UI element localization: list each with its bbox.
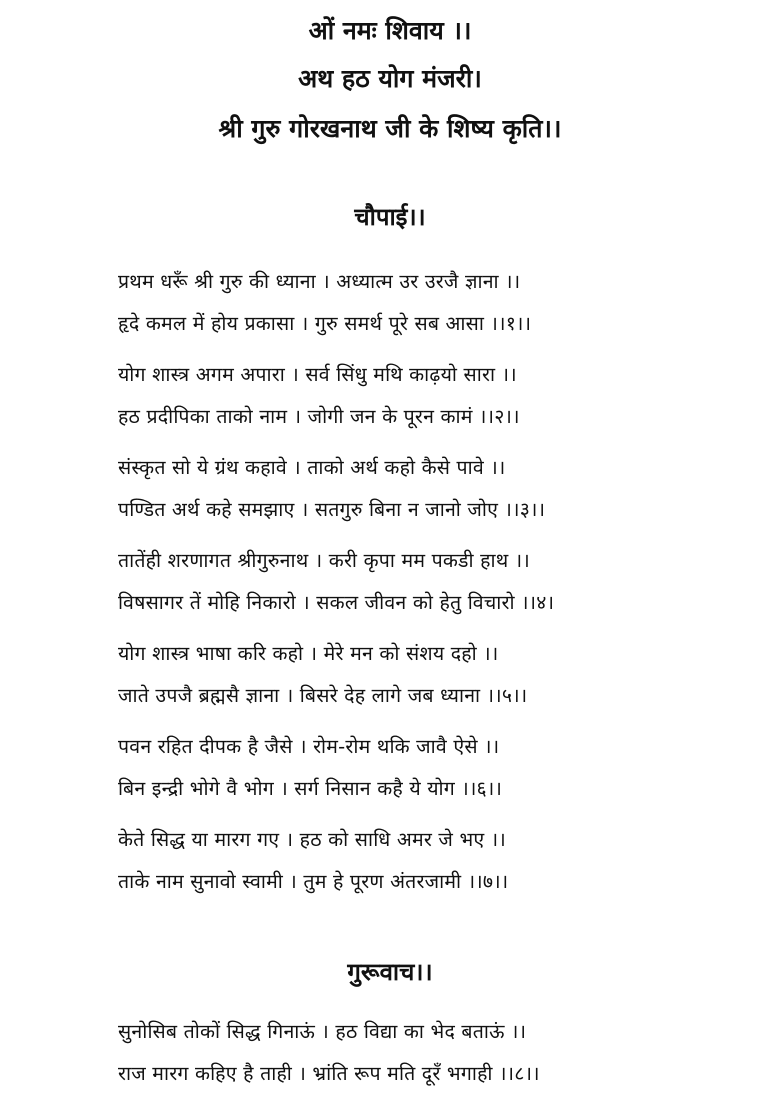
verse-line: पवन रहित दीपक है जैसे । रोम-रोम थकि जावै ऐसे ।। <box>118 735 500 758</box>
verse-line: बिन इन्द्री भोगे वै भोग । सर्ग निसान कहै ये योग ।।६।। <box>118 777 503 800</box>
document-title: अथ हठ योग मंजरी। <box>298 64 482 93</box>
verse-line: संस्कृत सो ये ग्रंथ कहावे । ताको अर्थ कहो कैसे पावे ।। <box>118 456 506 479</box>
verse-line: सुनोसिब तोकों सिद्ध गिनाऊं । हठ विद्या का भेद बताऊं ।। <box>118 1020 527 1043</box>
invocation: ओं नमः शिवाय ।। <box>308 16 472 45</box>
verse-line: योग शास्त्र अगम अपारा । सर्व सिंधु मथि काढ़यो सारा ।। <box>118 363 517 386</box>
verse-line: हृदे कमल में होय प्रकासा । गुरु समर्थ पूरे सब आसा ।।१।। <box>118 312 532 335</box>
verse-line: प्रथम धरूँ श्री गुरु की ध्याना । अध्यात्म उर उरजै ज्ञाना ।। <box>118 270 521 293</box>
verse-line: राज मारग कहिए है ताही । भ्रांति रूप मति दूरँ भगाही ।।८।। <box>118 1062 540 1085</box>
section-heading-chaupai: चौपाई।। <box>354 203 426 231</box>
verse-line: तातेंही शरणागत श्रीगुरुनाथ । करी कृपा मम पकडी हाथ ।। <box>118 549 530 572</box>
verse-line: जाते उपजै ब्रह्मसै ज्ञाना । बिसरे देह लागे जब ध्याना ।।५।। <box>118 684 528 707</box>
document-subtitle: श्री गुरु गोरखनाथ जी के शिष्य कृति।। <box>218 114 562 143</box>
verse-line: विषसागर तें मोहि निकारो । सकल जीवन को हेतु विचारो ।।४। <box>118 591 555 614</box>
verse-line: योग शास्त्र भाषा करि कहो । मेरे मन को संशय दहो ।। <box>118 642 499 665</box>
verse-line: केते सिद्ध या मारग गए । हठ को साधि अमर जे भए ।। <box>118 828 506 851</box>
verse-line: पण्डित अर्थ कहे समझाए । सतगुरु बिना न जानो जोए ।।३।। <box>118 498 546 521</box>
section-heading-guruvach: गुरूवाच।। <box>347 958 433 986</box>
verse-line: ताके नाम सुनावो स्वामी । तुम हे पूरण अंतरजामी ।।७।। <box>118 870 509 893</box>
verse-line: हठ प्रदीपिका ताको नाम । जोगी जन के पूरन कामं ।।२।। <box>118 405 520 428</box>
